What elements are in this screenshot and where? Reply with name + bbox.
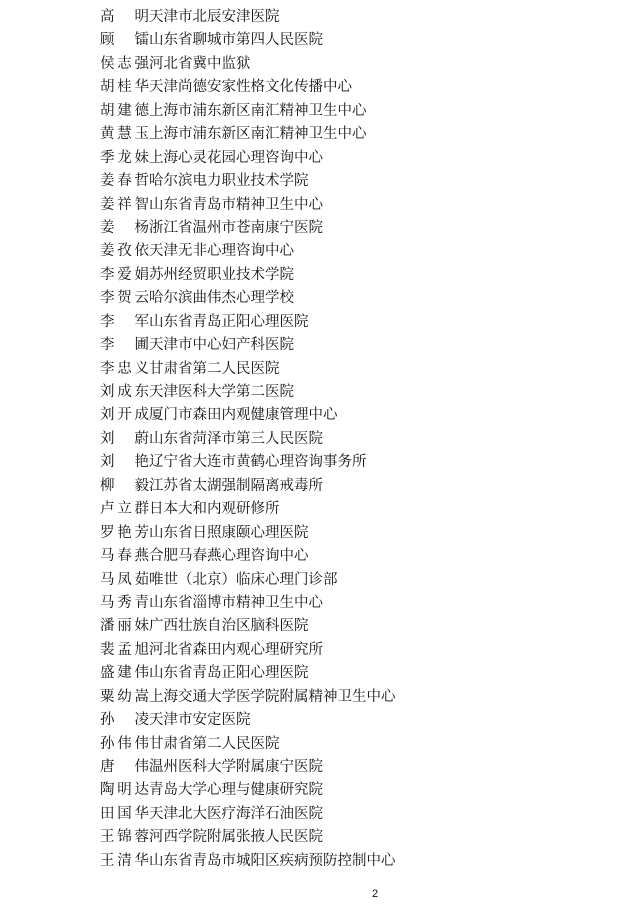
organization-name: 浙江省温州市苍南康宁医院	[149, 219, 323, 236]
list-item	[100, 334, 396, 357]
person-name: 王清华	[100, 852, 149, 869]
person-name: 顾 镭	[100, 32, 149, 49]
member-list	[100, 6, 396, 873]
list-item	[100, 639, 396, 662]
organization-name: 山东省日照康颐心理医院	[149, 524, 309, 541]
list-item	[100, 850, 396, 873]
list-item	[100, 615, 396, 638]
list-item	[100, 53, 396, 76]
person-name: 田国华	[100, 805, 149, 822]
organization-name: 河北省冀中监狱	[149, 55, 251, 72]
organization-name: 山东省菏泽市第三人民医院	[149, 430, 323, 447]
person-name: 粟幼嵩	[100, 688, 149, 705]
person-name: 高 明	[100, 9, 149, 25]
list-item	[100, 358, 396, 381]
list-item	[100, 123, 396, 146]
person-name: 刘 艳	[100, 454, 149, 471]
list-item	[100, 147, 396, 170]
person-name: 马凤茹	[100, 571, 149, 588]
organization-name: 河北省森田内观心理研究所	[149, 641, 323, 658]
organization-name: 青岛大学心理与健康研究院	[149, 782, 323, 799]
list-item	[100, 170, 396, 193]
list-item	[100, 803, 396, 826]
organization-name: 山东省青岛市城阳区疾病预防控制中心	[149, 852, 396, 869]
person-name: 裴孟旭	[100, 641, 149, 658]
organization-name: 上海市浦东新区南汇精神卫生中心	[149, 126, 367, 143]
person-name: 李 圃	[100, 337, 149, 354]
person-name: 柳 毅	[100, 477, 149, 494]
organization-name: 天津医科大学第二医院	[149, 384, 294, 400]
organization-name: 天津市中心妇产科医院	[149, 337, 294, 354]
list-item	[100, 475, 396, 498]
person-name: 姜 杨	[100, 219, 149, 236]
organization-name: 甘肃省第二人民医院	[149, 360, 280, 377]
organization-name: 唯世（北京）临床心理门诊部	[149, 571, 338, 588]
organization-name: 辽宁省大连市黄鹤心理咨询事务所	[149, 454, 367, 471]
list-item	[100, 686, 396, 709]
list-item	[100, 709, 396, 732]
person-name: 姜春哲	[100, 173, 149, 190]
list-item	[100, 217, 396, 240]
list-item	[100, 6, 396, 29]
list-item	[100, 756, 396, 779]
list-item	[100, 826, 396, 849]
person-name: 唐 伟	[100, 759, 149, 775]
list-item	[100, 240, 396, 263]
person-name: 侯志强	[100, 55, 149, 72]
list-item	[100, 311, 396, 334]
list-item	[100, 569, 396, 592]
person-name: 李贺云	[100, 290, 149, 307]
person-name: 李爱娟	[100, 266, 149, 283]
organization-name: 上海市浦东新区南汇精神卫生中心	[149, 102, 367, 119]
organization-name: 天津无非心理咨询中心	[149, 243, 294, 260]
organization-name: 广西壮族自治区脑科医院	[149, 618, 309, 635]
person-name: 孙 凌	[100, 712, 149, 729]
organization-name: 天津市安定医院	[149, 712, 251, 729]
organization-name: 合肥马春燕心理咨询中心	[149, 548, 309, 565]
person-name: 黄慧玉	[100, 126, 149, 143]
organization-name: 厦门市森田内观健康管理中心	[149, 407, 338, 424]
organization-name: 上海交通大学医学院附属精神卫生中心	[149, 688, 396, 705]
list-item	[100, 381, 396, 404]
organization-name: 山东省淄博市精神卫生中心	[149, 594, 323, 611]
list-item	[100, 662, 396, 685]
person-name: 胡桂华	[100, 79, 149, 96]
person-name: 姜祥智	[100, 196, 149, 213]
person-name: 刘成东	[100, 384, 149, 400]
list-item	[100, 404, 396, 427]
person-name: 罗艳芳	[100, 524, 149, 541]
person-name: 刘开成	[100, 407, 149, 424]
person-name: 胡建德	[100, 102, 149, 119]
person-name: 马秀青	[100, 594, 149, 611]
person-name: 王锦蓉	[100, 829, 149, 846]
list-item	[100, 194, 396, 217]
organization-name: 河西学院附属张掖人民医院	[149, 829, 323, 846]
organization-name: 哈尔滨曲伟杰心理学校	[149, 290, 294, 307]
list-item	[100, 100, 396, 123]
organization-name: 江苏省太湖强制隔离戒毒所	[149, 477, 323, 494]
person-name: 季龙妹	[100, 149, 149, 166]
list-item	[100, 779, 396, 802]
person-name: 姜孜依	[100, 243, 149, 260]
organization-name: 哈尔滨电力职业技术学院	[149, 173, 309, 190]
person-name: 李忠义	[100, 360, 149, 377]
organization-name: 甘肃省第二人民医院	[149, 735, 280, 752]
list-item	[100, 498, 396, 521]
organization-name: 温州医科大学附属康宁医院	[149, 759, 323, 775]
organization-name: 天津尚德安家性格文化传播中心	[149, 79, 352, 96]
list-item	[100, 451, 396, 474]
person-name: 卢立群	[100, 501, 149, 518]
organization-name: 山东省青岛正阳心理医院	[149, 665, 309, 682]
list-item	[100, 522, 396, 545]
list-item	[100, 545, 396, 568]
list-item	[100, 733, 396, 756]
list-item	[100, 76, 396, 99]
person-name: 刘 蔚	[100, 430, 149, 447]
organization-name: 上海心灵花园心理咨询中心	[149, 149, 323, 166]
organization-name: 苏州经贸职业技术学院	[149, 266, 294, 283]
list-item	[100, 287, 396, 310]
list-item	[100, 428, 396, 451]
person-name: 李 军	[100, 313, 149, 330]
list-item	[100, 592, 396, 615]
person-name: 盛建伟	[100, 665, 149, 682]
organization-name: 山东省聊城市第四人民医院	[149, 32, 323, 49]
page-number: 2	[371, 888, 379, 900]
list-item	[100, 29, 396, 52]
person-name: 陶明达	[100, 782, 149, 799]
organization-name: 山东省青岛市精神卫生中心	[149, 196, 323, 213]
organization-name: 天津市北辰安津医院	[149, 9, 280, 25]
person-name: 潘丽妹	[100, 618, 149, 635]
organization-name: 日本大和内观研修所	[149, 501, 280, 518]
organization-name: 山东省青岛正阳心理医院	[149, 313, 309, 330]
organization-name: 天津北大医疗海洋石油医院	[149, 805, 323, 822]
person-name: 孙伟伟	[100, 735, 149, 752]
list-item	[100, 264, 396, 287]
person-name: 马春燕	[100, 548, 149, 565]
